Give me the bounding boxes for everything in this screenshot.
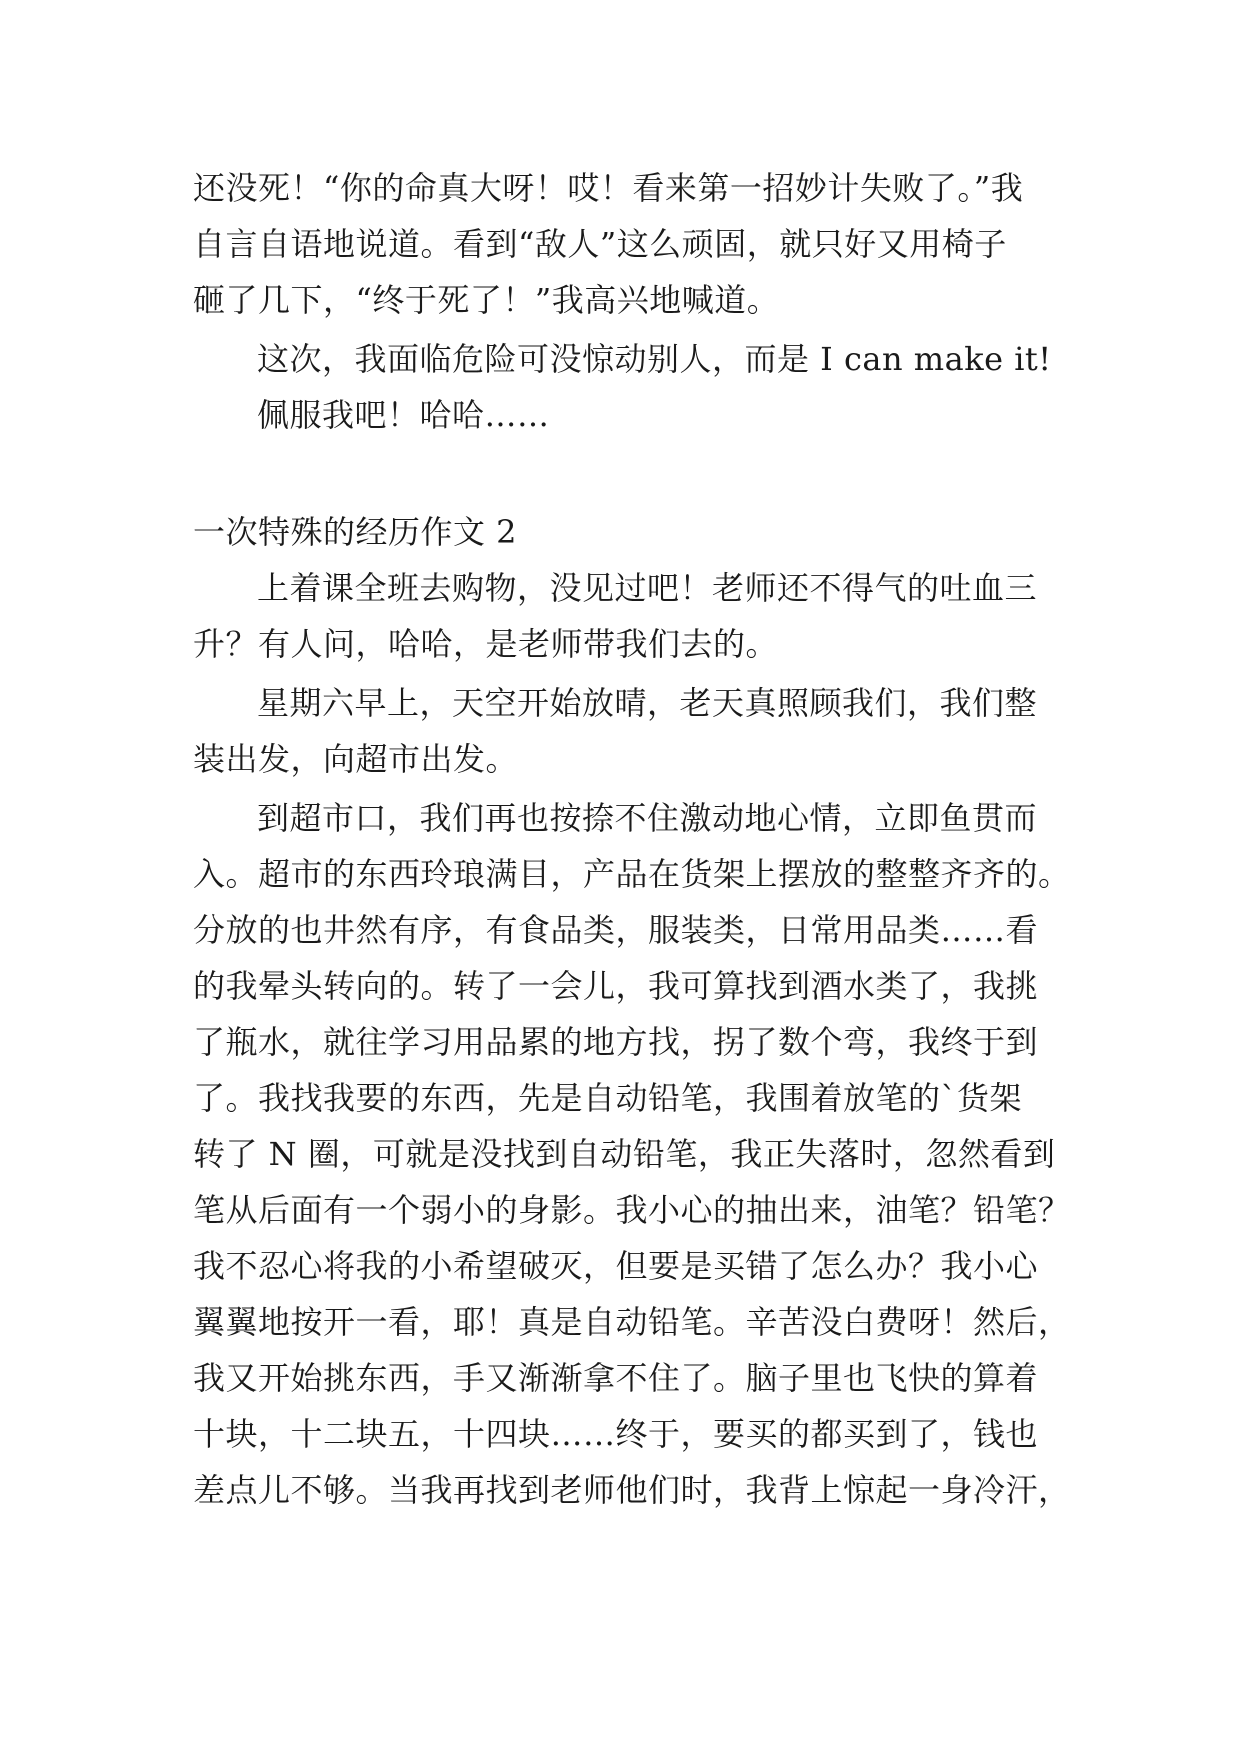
text-line: 入。超市的东西玲琅满目，产品在货架上摆放的整整齐齐的。	[193, 855, 1071, 893]
text-line: 差点儿不够。当我再找到老师他们时，我背上惊起一身冷汗，	[193, 1471, 1071, 1509]
text-line: 了瓶水，就往学习用品累的地方找，拐了数个弯，我终于到	[193, 1023, 1039, 1061]
paragraph: 佩服我吧！哈哈……	[257, 396, 550, 434]
text-line: 还没死！“你的命真大呀！哎！看来第一招妙计失败了。”我	[193, 169, 1024, 207]
text-line: 笔从后面有一个弱小的身影。我小心的抽出来，油笔？铅笔？	[193, 1191, 1071, 1229]
text-line: 翼翼地按开一看，耶！真是自动铅笔。辛苦没白费呀！然后，	[193, 1303, 1071, 1341]
text-line: 到超市口，我们再也按捺不住激动地心情，立即鱼贯而	[257, 799, 1038, 837]
text-line: 的我晕头转向的。转了一会儿，我可算找到酒水类了，我挑	[193, 967, 1039, 1005]
text-line: 自言自语地说道。看到“敌人”这么顽固，就只好又用椅子	[193, 225, 1007, 263]
text-line: 分放的也井然有序，有食品类，服装类，日常用品类……看	[193, 911, 1039, 949]
text-line: 我又开始挑东西，手又渐渐拿不住了。脑子里也飞快的算着	[193, 1359, 1039, 1397]
text-line: 了。我找我要的东西，先是自动铅笔，我围着放笔的`货架	[193, 1079, 1023, 1117]
text-line: 转了 N 圈，可就是没找到自动铅笔，我正失落时，忽然看到	[193, 1135, 1056, 1173]
section-title: 一次特殊的经历作文 2	[193, 513, 518, 551]
text-line: 十块，十二块五，十四块……终于，要买的都买到了，钱也	[193, 1415, 1039, 1453]
text-line: 装出发，向超市出发。	[193, 740, 519, 778]
text-line: 升？有人问，哈哈，是老师带我们去的。	[193, 625, 779, 663]
text-line: 我不忍心将我的小希望破灭，但要是买错了怎么办？我小心	[193, 1247, 1039, 1285]
text-line: 上着课全班去购物，没见过吧！老师还不得气的吐血三	[257, 569, 1038, 607]
text-line: 砸了几下，“终于死了！”我高兴地喊道。	[193, 281, 780, 319]
paragraph: 这次，我面临危险可没惊动别人，而是 I can make it!	[257, 340, 1052, 378]
text-line: 星期六早上，天空开始放晴，老天真照顾我们，我们整	[257, 684, 1038, 722]
